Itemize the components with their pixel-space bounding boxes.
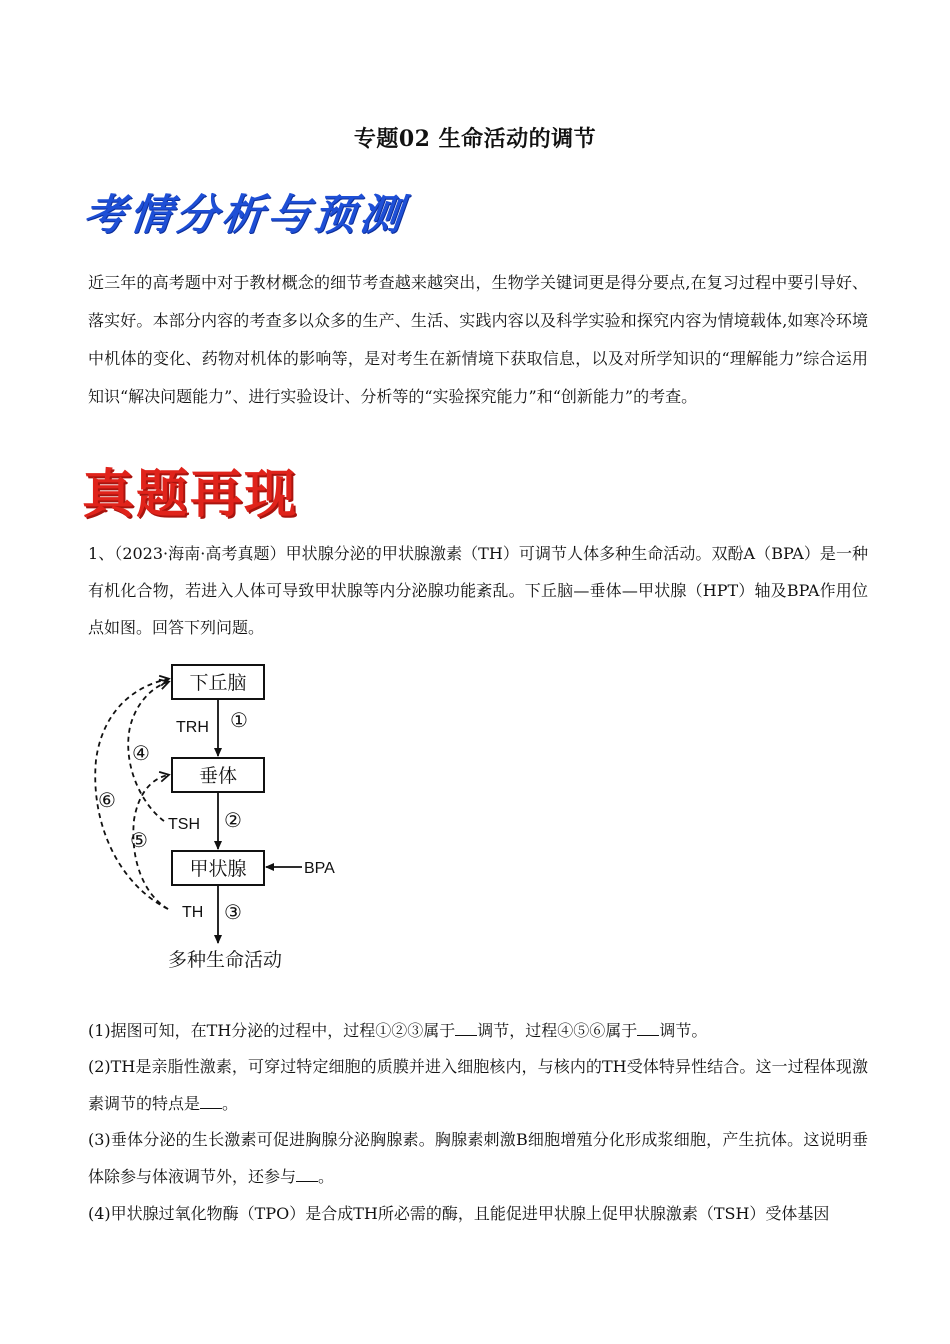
pituitary-label: 垂体 <box>198 766 238 787</box>
answer-blank-3[interactable] <box>200 1094 222 1109</box>
sub-question-1-text-a: (1)据图可知，在TH分泌的过程中，过程①②③属于 <box>88 1021 456 1040</box>
sub-question-1-text-b: 调节，过程④⑤⑥属于 <box>477 1021 638 1040</box>
step-3-number: ③ <box>224 902 242 924</box>
output-label: 多种生命活动 <box>168 950 283 971</box>
hpt-axis-diagram <box>90 655 360 980</box>
sub-question-2-text-b: 。 <box>222 1094 239 1113</box>
sub-question-2-text-a: (2)TH是亲脂性激素，可穿过特定细胞的质膜并进入细胞核内，与核内的TH受体特异性结合。这一过程体现激素调节的特点是 <box>88 1057 868 1113</box>
answer-blank-4[interactable] <box>296 1167 318 1182</box>
page-title: 专题02 生命活动的调节 <box>353 126 597 152</box>
question-1-stem: 1、（2023·海南·高考真题）甲状腺分泌的甲状腺激素（TH）可调节人体多种生命活动。双酚A（BPA）是一种有机化合物，若进入人体可导致甲状腺等内分泌腺功能紊乱。下丘脑—垂体—甲状腺（HPT）轴及BPA作用位点如图。回答下列问题。 <box>88 544 868 637</box>
tsh-label: TSH <box>168 816 200 833</box>
intro-paragraph: 近三年的高考题中对于教材概念的细节考查越来越突出，生物学关键词更是得分要点,在复习过程中要引导好、落实好。本部分内容的考查多以众多的生产、生活、实践内容以及科学实验和探究内容为情境载体,如寒冷环境中机体的变化、药物对机体的影响等，是对考生在新情境下获取信息，以及对所学知识的“理解能力”综合运用知识“解决问题能力”、进行实验设计、分析等的“实验探究能力”和“创新能力”的考查。 <box>88 273 868 406</box>
trh-label: TRH <box>176 719 209 736</box>
step-4-number: ④ <box>132 743 150 765</box>
sub-question-2 <box>88 1048 868 1122</box>
section-banner-real-questions: 真题再现 <box>82 465 299 525</box>
step-1-number: ① <box>230 710 248 732</box>
step-6-number: ⑥ <box>98 790 116 812</box>
section-banner-analysis: 考情分析与预测 <box>81 190 409 239</box>
step-2-number: ② <box>224 810 242 832</box>
sub-question-3 <box>88 1121 868 1195</box>
answer-blank-2[interactable] <box>637 1021 659 1036</box>
sub-question-1-text-c: 调节。 <box>659 1021 708 1040</box>
step-5-number: ⑤ <box>130 830 148 852</box>
sub-question-4: (4)甲状腺过氧化物酶（TPO）是合成TH所必需的酶，且能促进甲状腺上促甲状腺激素（TSH）受体基因 <box>88 1204 830 1223</box>
bpa-label: BPA <box>304 860 335 877</box>
hypothalamus-label: 下丘脑 <box>189 673 247 694</box>
sub-question-3-text-b: 。 <box>318 1167 335 1186</box>
answer-blank-1[interactable] <box>455 1021 477 1036</box>
thyroid-label: 甲状腺 <box>189 859 247 880</box>
sub-question-1 <box>88 1012 868 1049</box>
th-label: TH <box>182 904 204 921</box>
sub-question-3-text-a: (3)垂体分泌的生长激素可促进胸腺分泌胸腺素。胸腺素刺激B细胞增殖分化形成浆细胞，产生抗体。这说明垂体除参与体液调节外，还参与 <box>88 1130 868 1186</box>
